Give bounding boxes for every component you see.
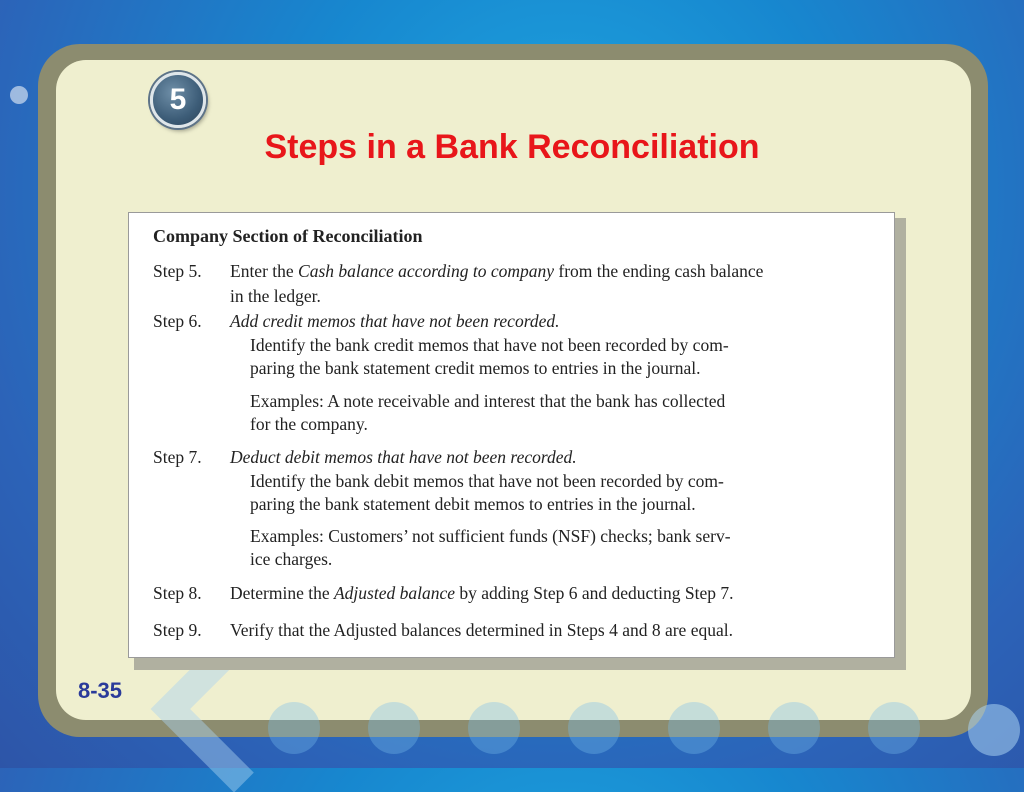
step-6-paragraph2-line2: for the company.: [250, 414, 368, 434]
decor-dot: [10, 86, 28, 104]
decor-circle: [368, 702, 420, 754]
step-8-label: Step 8.: [153, 583, 202, 603]
step-6-paragraph1-line2: paring the bank statement credit memos to entries in the journal.: [250, 358, 701, 378]
step-5-label: Step 5.: [153, 261, 202, 281]
step-6-heading: Add credit memos that have not been recorded.: [230, 311, 560, 331]
step-9-text: Verify that the Adjusted balances determined in Steps 4 and 8 are equal.: [230, 620, 733, 640]
decor-circle: [268, 702, 320, 754]
step-6-paragraph1-line1: Identify the bank credit memos that have not been recorded by com-: [250, 335, 729, 355]
step-8-text: Determine the Adjusted balance by adding Step 6 and deducting Step 7.: [230, 583, 734, 603]
step-7-paragraph2-line2: ice charges.: [250, 549, 333, 569]
step-6-paragraph2-line1: Examples: A note receivable and interest that the bank has collected: [250, 391, 726, 411]
slide-title: Steps in a Bank Reconciliation: [264, 128, 760, 166]
step-7-label: Step 7.: [153, 447, 202, 467]
page-number: 8-35: [78, 678, 123, 703]
decor-circle: [468, 702, 520, 754]
step-7-paragraph2-line1: Examples: Customers’ not sufficient funds (NSF) checks; bank serv-: [250, 526, 731, 546]
step-7-heading: Deduct debit memos that have not been recorded.: [230, 447, 577, 467]
decor-circle: [668, 702, 720, 754]
decor-circle: [968, 704, 1020, 756]
step-7-paragraph1-line1: Identify the bank debit memos that have not been recorded by com-: [250, 471, 724, 491]
decor-circle: [768, 702, 820, 754]
step-5-text: Enter the Cash balance according to company from the ending cash balance: [230, 261, 764, 281]
step-7-paragraph1-line2: paring the bank statement debit memos to entries in the journal.: [250, 494, 696, 514]
step-5-text-line2: in the ledger.: [230, 286, 321, 306]
step-number-badge: 5: [150, 72, 206, 128]
step-9-label: Step 9.: [153, 620, 202, 640]
step-6-label: Step 6.: [153, 311, 202, 331]
decor-circle: [868, 702, 920, 754]
decor-circle: [568, 702, 620, 754]
box-heading: Company Section of Reconciliation: [153, 226, 423, 246]
reconciliation-steps-box: [128, 212, 895, 658]
